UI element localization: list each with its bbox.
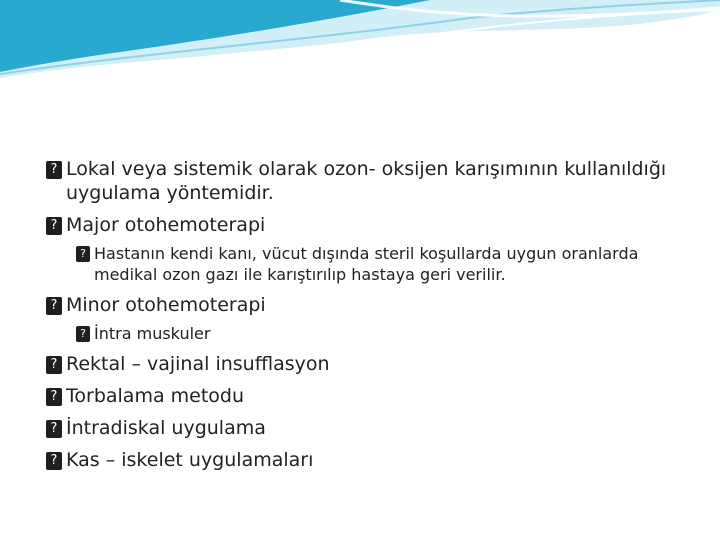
list-item — [46, 213, 696, 237]
list-item-text: Minor otohemoterapi — [66, 294, 266, 316]
list-item-text: Hastanın kendi kanı, vücut dışında steril koşullarda uygun oranlarda medikal ozon gazı ile karıştırılıp hastaya geri verilir. — [94, 244, 639, 284]
list-item-text: Rektal – vajinal insufflasyon — [66, 353, 330, 375]
list-item-text: Major otohemoterapi — [66, 214, 266, 236]
list-item-text: Kas – iskelet uygulamaları — [66, 449, 314, 471]
bullet-icon: ? — [46, 356, 62, 374]
bullet-icon: ? — [46, 161, 62, 179]
list-item — [46, 448, 696, 472]
bullet-icon: ? — [76, 246, 90, 262]
list-item-text: İntradiskal uygulama — [66, 417, 266, 439]
list-item — [46, 384, 696, 408]
list-item-text: Torbalama metodu — [66, 385, 245, 407]
header-wave-decoration — [0, 0, 720, 90]
list-item — [46, 352, 696, 376]
bullet-icon: ? — [76, 326, 90, 342]
list-item-text: İntra muskuler — [94, 324, 211, 343]
list-item — [46, 157, 696, 205]
bullet-icon: ? — [46, 420, 62, 438]
list-item — [46, 416, 696, 440]
bullet-list — [46, 157, 696, 472]
bullet-icon: ? — [46, 388, 62, 406]
sub-list-item — [46, 323, 696, 344]
bullet-icon: ? — [46, 297, 62, 315]
list-item-text: Lokal veya sistemik olarak ozon- oksijen karışımının kullanıldığı uygulama yöntemidir. — [66, 158, 667, 204]
bullet-icon: ? — [46, 452, 62, 470]
bullet-icon: ? — [46, 217, 62, 235]
list-item — [46, 293, 696, 317]
sub-list-item — [46, 243, 696, 285]
